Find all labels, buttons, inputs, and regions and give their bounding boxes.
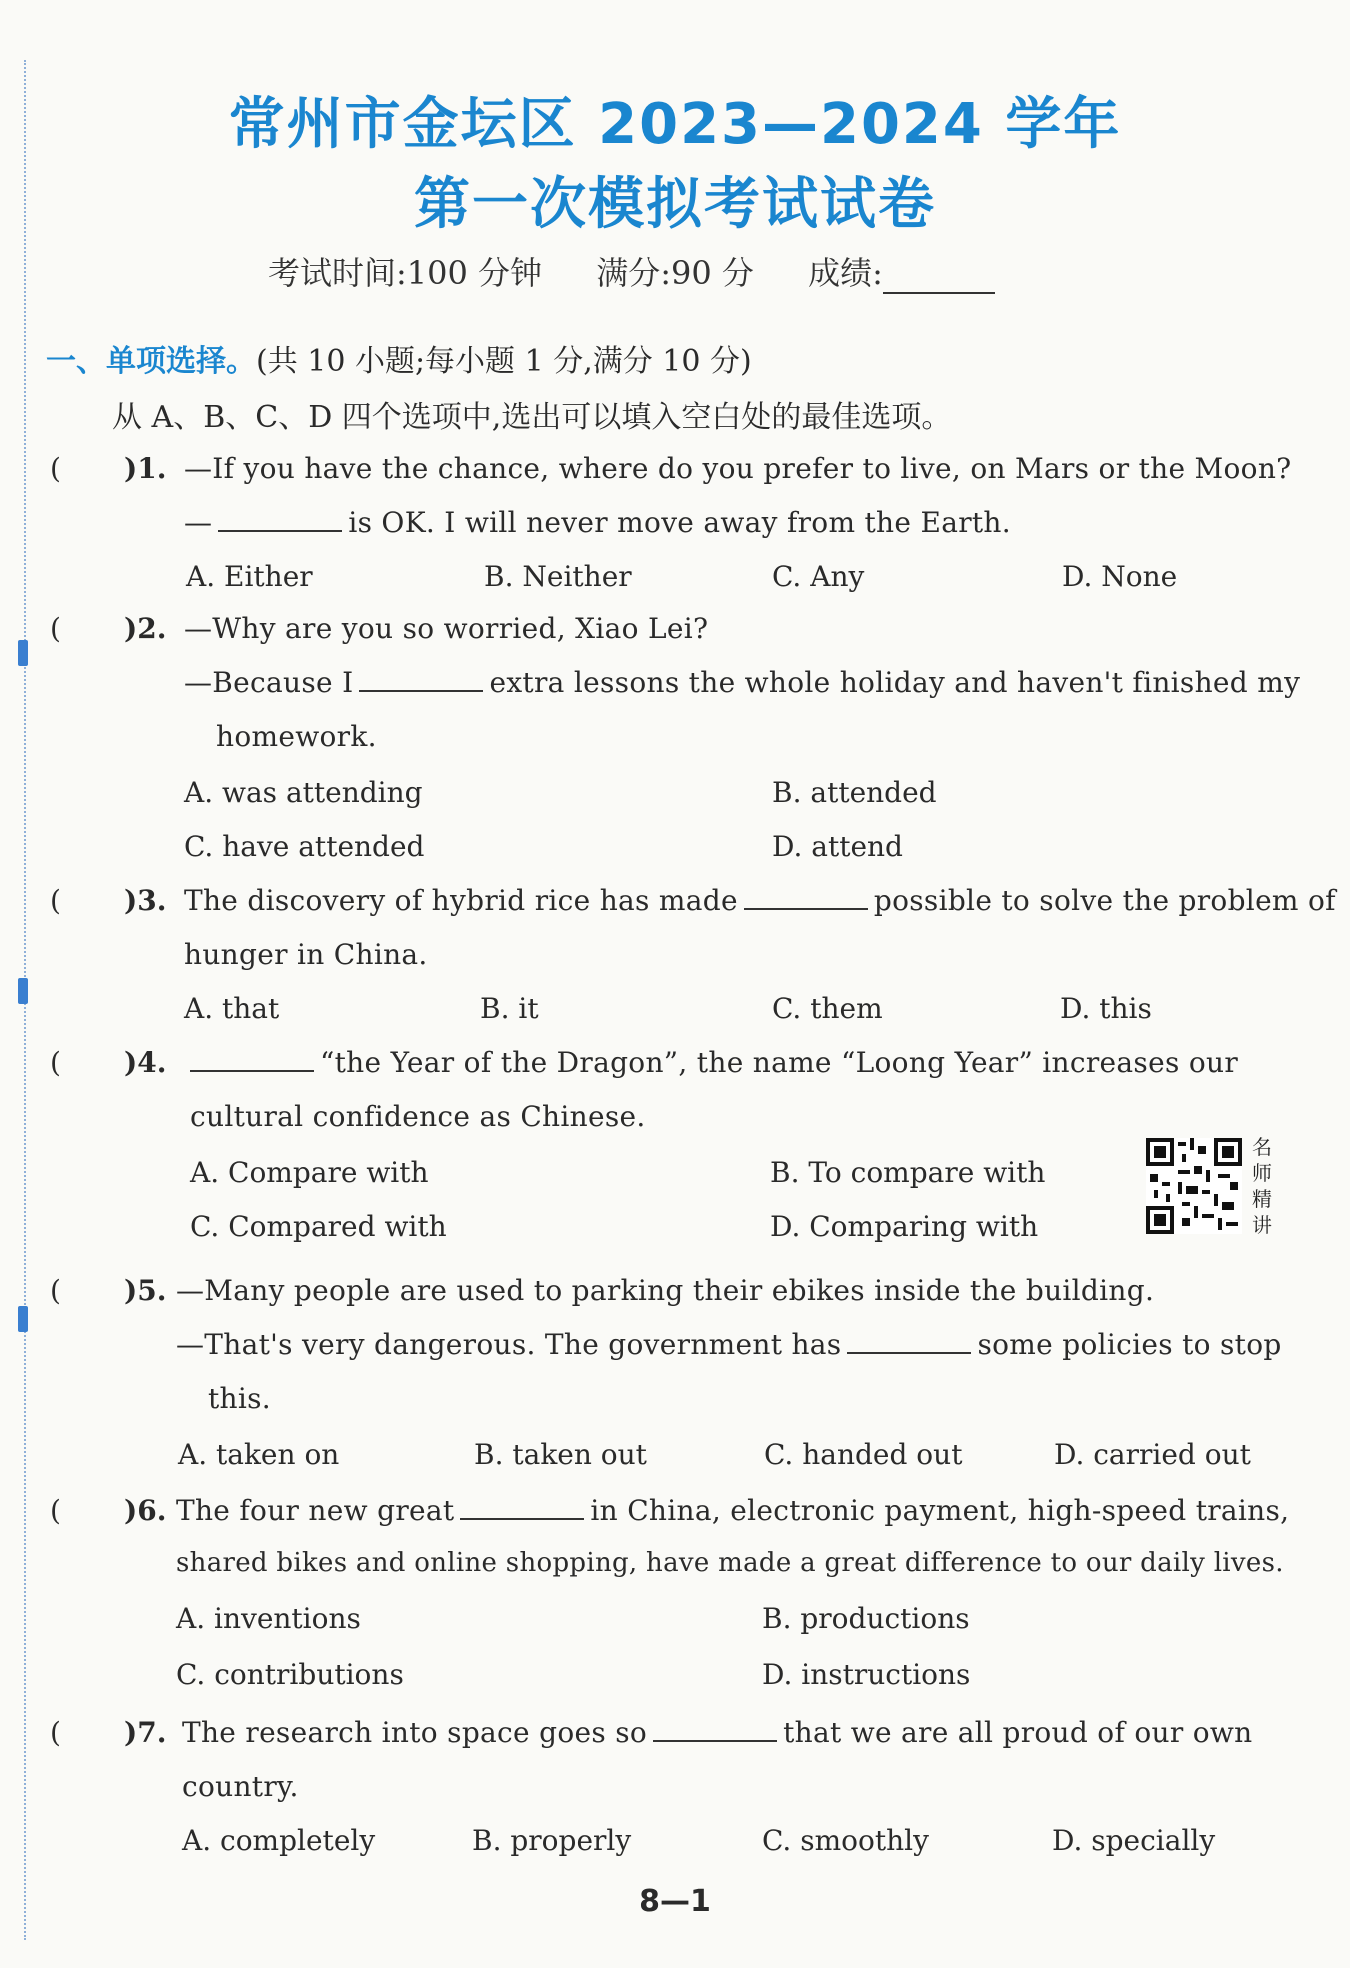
option-d[interactable]: D. carried out	[1054, 1438, 1251, 1471]
option-b[interactable]: B. To compare with	[770, 1156, 1046, 1189]
exam-meta	[268, 248, 1039, 294]
question-line	[176, 1328, 1282, 1361]
option-b[interactable]: B. it	[480, 992, 539, 1025]
option-c[interactable]: C. them	[772, 992, 883, 1025]
section-instruction: 从 A、B、C、D 四个选项中,选出可以填入空白处的最佳选项。	[112, 400, 952, 435]
question-line	[176, 1494, 1289, 1527]
fill-blank	[744, 886, 868, 910]
option-d[interactable]: D. None	[1062, 560, 1178, 593]
question-line	[184, 666, 1300, 699]
text-segment: in China, electronic payment, high-speed trains,	[590, 1494, 1290, 1527]
question-number: )5.	[124, 1274, 167, 1307]
question-number: )6.	[124, 1494, 167, 1527]
text-segment: that we are all proud of our own	[783, 1716, 1253, 1749]
question-number: )1.	[124, 452, 167, 485]
text-segment: some policies to stop	[977, 1328, 1282, 1361]
option-a[interactable]: A. that	[184, 992, 280, 1025]
exam-title: 常州市金坛区 2023—2024 学年	[228, 92, 1122, 157]
score-label: 成绩:	[808, 254, 883, 292]
option-c[interactable]: C. have attended	[184, 830, 425, 863]
text-segment: The four new great	[176, 1494, 455, 1527]
text-segment: —That's very dangerous. The government has	[176, 1328, 842, 1361]
text-segment: “the Year of the Dragon”, the name “Loong Year” increases our	[320, 1046, 1239, 1079]
option-d[interactable]: D. Comparing with	[770, 1210, 1039, 1243]
option-c[interactable]: C. handed out	[764, 1438, 963, 1471]
answer-paren[interactable]: (	[50, 1716, 61, 1749]
question-line	[182, 1716, 1252, 1749]
question-line: —Many people are used to parking their ebikes inside the building.	[176, 1274, 1155, 1307]
fill-blank	[190, 1048, 314, 1072]
section-heading: 一、单项选择。	[46, 344, 256, 379]
option-a[interactable]: A. completely	[182, 1824, 376, 1857]
question-line: shared bikes and online shopping, have made a great difference to our daily lives.	[176, 1548, 1284, 1578]
question-line: —If you have the chance, where do you prefer to live, on Mars or the Moon?	[184, 452, 1292, 485]
question-line: hunger in China.	[184, 938, 428, 971]
exam-time: 考试时间:100 分钟	[268, 254, 543, 292]
fill-blank	[847, 1330, 971, 1354]
option-c[interactable]: C. Compared with	[190, 1210, 447, 1243]
option-d[interactable]: D. this	[1060, 992, 1152, 1025]
section-header	[46, 336, 752, 380]
question-number: )3.	[124, 884, 167, 917]
section-note: (共 10 小题;每小题 1 分,满分 10 分)	[256, 344, 752, 379]
fill-blank	[460, 1496, 584, 1520]
text-segment: The discovery of hybrid rice has made	[184, 884, 738, 917]
text-segment: is OK. I will never move away from the Earth.	[348, 506, 1011, 539]
text-segment: possible to solve the problem of	[873, 884, 1336, 917]
text-segment: The research into space goes so	[182, 1716, 648, 1749]
option-c[interactable]: C. contributions	[176, 1658, 404, 1691]
option-a[interactable]: A. was attending	[184, 776, 423, 809]
edge-tab-mark	[18, 640, 28, 666]
qr-code-icon[interactable]	[1146, 1138, 1242, 1234]
fill-blank	[653, 1718, 777, 1742]
option-a[interactable]: A. Either	[186, 560, 313, 593]
question-line	[184, 506, 1011, 539]
text-segment: extra lessons the whole holiday and haven't finished my	[489, 666, 1301, 699]
answer-paren[interactable]: (	[50, 1274, 61, 1307]
answer-paren[interactable]: (	[50, 452, 61, 485]
question-number: )4.	[124, 1046, 167, 1079]
option-a[interactable]: A. Compare with	[190, 1156, 429, 1189]
option-b[interactable]: B. properly	[472, 1824, 632, 1857]
fill-blank	[218, 508, 342, 532]
option-d[interactable]: D. attend	[772, 830, 903, 863]
question-line: cultural confidence as Chinese.	[190, 1100, 646, 1133]
question-number: )2.	[124, 612, 167, 645]
fill-blank	[359, 668, 483, 692]
question-line: this.	[208, 1382, 272, 1415]
qr-label: 名师精讲	[1252, 1135, 1272, 1237]
question-line: country.	[182, 1770, 299, 1803]
answer-paren[interactable]: (	[50, 1494, 61, 1527]
option-b[interactable]: B. Neither	[484, 560, 632, 593]
option-d[interactable]: D. instructions	[762, 1658, 971, 1691]
question-number: )7.	[124, 1716, 167, 1749]
edge-tab-mark	[18, 1306, 28, 1332]
question-line: homework.	[216, 720, 377, 753]
question-line	[190, 1046, 1238, 1079]
score-blank[interactable]	[883, 266, 995, 294]
option-b[interactable]: B. attended	[772, 776, 937, 809]
text-segment: —	[184, 506, 213, 539]
answer-paren[interactable]: (	[50, 612, 61, 645]
edge-tab-mark	[18, 978, 28, 1004]
option-c[interactable]: C. smoothly	[762, 1824, 929, 1857]
full-score: 满分:90 分	[596, 254, 754, 292]
page-number: 8—1	[639, 1884, 711, 1919]
option-c[interactable]: C. Any	[772, 560, 865, 593]
option-b[interactable]: B. productions	[762, 1602, 970, 1635]
option-a[interactable]: A. inventions	[176, 1602, 361, 1635]
text-segment: —Because I	[184, 666, 354, 699]
option-d[interactable]: D. specially	[1052, 1824, 1216, 1857]
option-a[interactable]: A. taken on	[178, 1438, 340, 1471]
exam-subtitle: 第一次模拟考试试卷	[414, 172, 936, 237]
answer-paren[interactable]: (	[50, 1046, 61, 1079]
answer-paren[interactable]: (	[50, 884, 61, 917]
question-line: —Why are you so worried, Xiao Lei?	[184, 612, 709, 645]
option-b[interactable]: B. taken out	[474, 1438, 647, 1471]
question-line	[184, 884, 1336, 917]
